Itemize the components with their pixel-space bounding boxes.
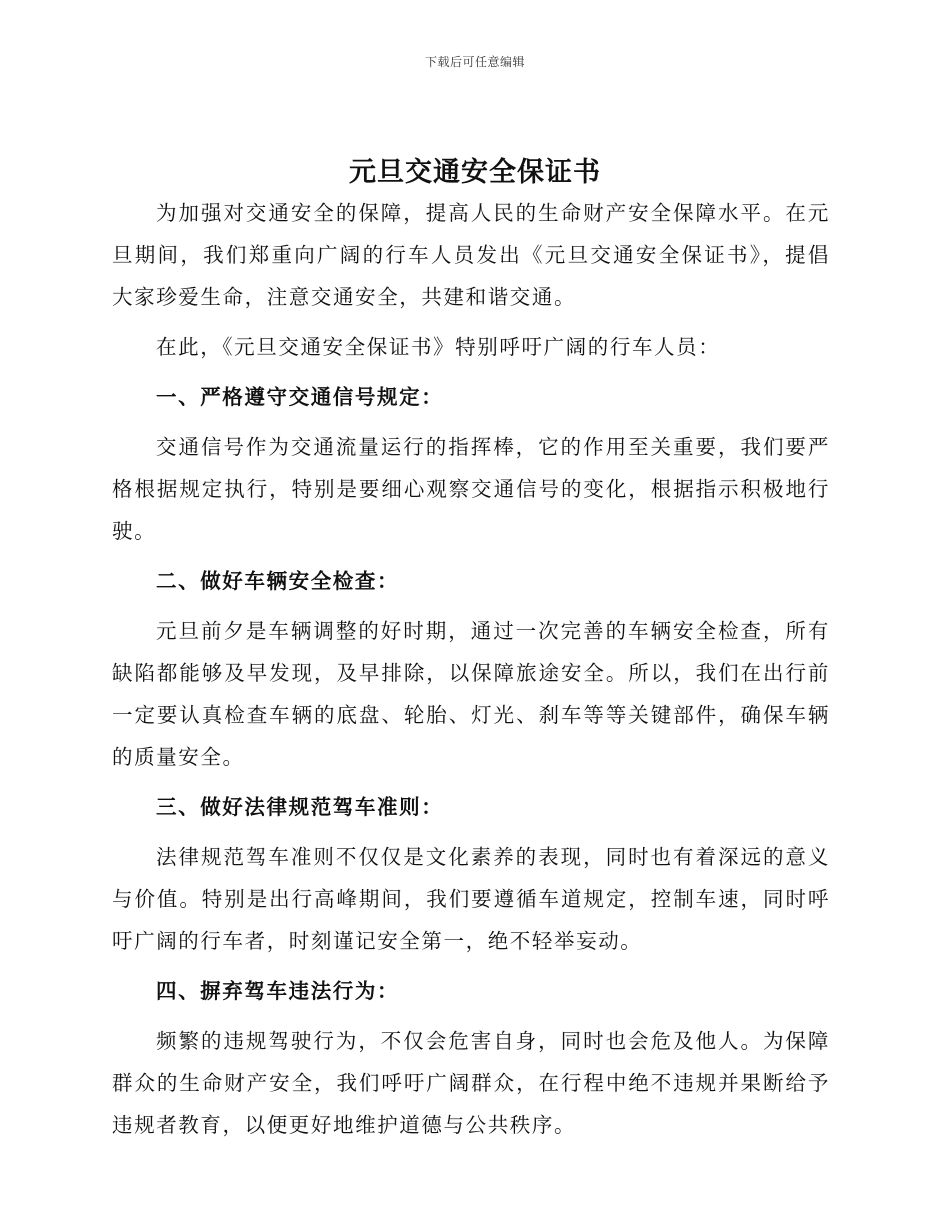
- document-body: [112, 192, 830, 1154]
- appeal-paragraph: 在此，《元旦交通安全保证书》特别呼吁广阔的行车人员：: [156, 335, 721, 359]
- document-title: 元旦交通安全保证书: [349, 157, 601, 188]
- header-note: 下载后可任意编辑: [424, 55, 525, 69]
- intro-paragraph: 为加强对交通安全的保障，提高人民的生命财产安全保障水平。在元旦期间，我们郑重向广阔的行车人员发出《元旦交通安全保证书》，提倡大家珍爱生命，注意交通安全，共建和谐交通。: [112, 201, 830, 309]
- section-heading-1: 一、严格遵守交通信号规定：: [156, 385, 444, 409]
- section-heading-2: 二、做好车辆安全检查：: [156, 569, 400, 593]
- section-text-3: 法律规范驾车准则不仅仅是文化素养的表现，同时也有着深远的意义与价值。特别是出行高峰期间，我们要遵循车道规定，控制车速，同时呼吁广阔的行车者，时刻谨记安全第一，绝不轻举妄动。: [112, 845, 830, 953]
- section-heading-4: 四、摒弃驾车违法行为：: [156, 979, 400, 1003]
- section-text-2: 元旦前夕是车辆调整的好时期，通过一次完善的车辆安全检查，所有缺陷都能够及早发现，及早排除，以保障旅途安全。所以，我们在出行前一定要认真检查车辆的底盘、轮胎、灯光、刹车等等关键部件，确保车辆的质量安全。: [112, 619, 830, 769]
- section-text-1: 交通信号作为交通流量运行的指挥棒，它的作用至关重要，我们要严格根据规定执行，特别是要细心观察交通信号的变化，根据指示积极地行驶。: [112, 435, 830, 543]
- section-text-4: 频繁的违规驾驶行为，不仅会危害自身，同时也会危及他人。为保障群众的生命财产安全，我们呼吁广阔群众，在行程中绝不违规并果断给予违规者教育，以便更好地维护道德与公共秩序。: [112, 1029, 830, 1137]
- section-heading-3: 三、做好法律规范驾车准则：: [156, 795, 444, 819]
